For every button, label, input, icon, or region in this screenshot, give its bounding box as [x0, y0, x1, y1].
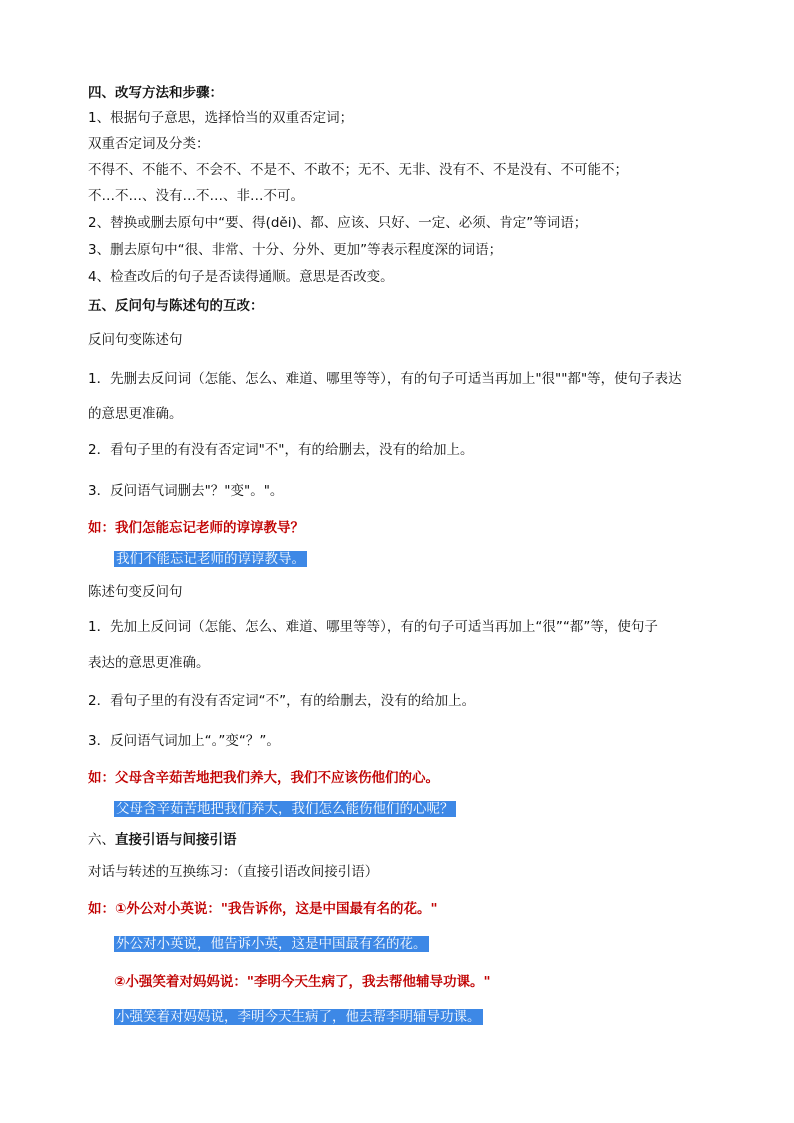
str-step-2: 2．看句子里的有没有否定词“不”，有的给删去，没有的给加上。 — [88, 693, 476, 709]
quote-example-1 — [88, 899, 438, 919]
rts-step-1-line-1: 1．先删去反问词（怎能、怎么、难道、哪里等等），有的句子可适当再加上"很""都"等，使句子表达 — [88, 371, 682, 387]
section-6-heading — [88, 830, 237, 850]
double-negative-list-2: 不…不…、没有…不…、非…不可。 — [88, 188, 304, 204]
example-label: 如： — [88, 770, 115, 786]
rts-answer-highlight: 我们不能忘记老师的谆谆教导。 — [116, 551, 305, 567]
str-example — [88, 768, 439, 788]
section-4-step-4: 4、检查改后的句子是否读得通顺。意思是否改变。 — [88, 269, 394, 285]
quote-answer-2-highlight: 小强笑着对妈妈说，李明今天生病了，他去帮李明辅导功课。 — [116, 1009, 481, 1025]
double-negative-title: 双重否定词及分类： — [88, 136, 210, 152]
rts-step-1-line-2: 的意思更准确。 — [88, 406, 183, 422]
quote-example-2: ②小强笑着对妈妈说："李明今天生病了，我去帮他辅导功课。" — [114, 974, 491, 990]
rts-example — [88, 518, 304, 538]
section-4-step-3: 3、删去原句中“很、非常、十分、分外、更加”等表示程度深的词语； — [88, 242, 503, 258]
section-6-title: 直接引语与间接引语 — [115, 832, 237, 848]
str-answer-highlight: 父母含辛茹苦地把我们养大，我们怎么能伤他们的心呢？ — [116, 801, 454, 817]
section-4-heading: 四、改写方法和步骤： — [88, 85, 223, 101]
section-4-step-1: 1、根据句子意思，选择恰当的双重否定词； — [88, 110, 354, 126]
example-label: 如： — [88, 520, 115, 536]
double-negative-list-1: 不得不、不能不、不会不、不是不、不敢不；无不、无非、没有不、不是没有、不可能不； — [88, 162, 628, 178]
section-6-number: 六、 — [88, 832, 115, 848]
rts-step-3: 3．反问语气词删去"？"变"。"。 — [88, 483, 284, 499]
example-label: 如： — [88, 901, 115, 917]
str-step-1-line-1: 1．先加上反问词（怎能、怎么、难道、哪里等等），有的句子可适当再加上“很”“都”等，使句子 — [88, 619, 658, 635]
quote-answer-2 — [114, 1007, 483, 1027]
quote-answer-1-highlight: 外公对小英说，他告诉小英，这是中国最有名的花。 — [116, 936, 427, 952]
str-step-1-line-2: 表达的意思更准确。 — [88, 655, 210, 671]
rts-example-text: 我们怎能忘记老师的谆谆教导？ — [115, 520, 304, 536]
section-5-heading: 五、反问句与陈述句的互改： — [88, 298, 264, 314]
str-answer — [114, 799, 456, 819]
rts-answer — [114, 549, 307, 569]
str-step-3: 3．反问语气词加上“。”变“？”。 — [88, 733, 280, 749]
quote-answer-1 — [114, 934, 429, 954]
statement-to-rhetorical-title: 陈述句变反问句 — [88, 584, 183, 600]
section-6-subtitle: 对话与转述的互换练习：（直接引语改间接引语） — [88, 864, 379, 880]
str-example-text: 父母含辛茹苦地把我们养大，我们不应该伤他们的心。 — [115, 770, 439, 786]
quote-example-1-text: ①外公对小英说："我告诉你，这是中国最有名的花。" — [115, 901, 438, 917]
rts-step-2: 2．看句子里的有没有否定词"不"，有的给删去，没有的给加上。 — [88, 442, 474, 458]
section-4-step-2: 2、替换或删去原句中“要、得(děi)、都、应该、只好、一定、必须、肯定”等词语； — [88, 215, 588, 231]
rhetorical-to-statement-title: 反问句变陈述句 — [88, 332, 183, 348]
